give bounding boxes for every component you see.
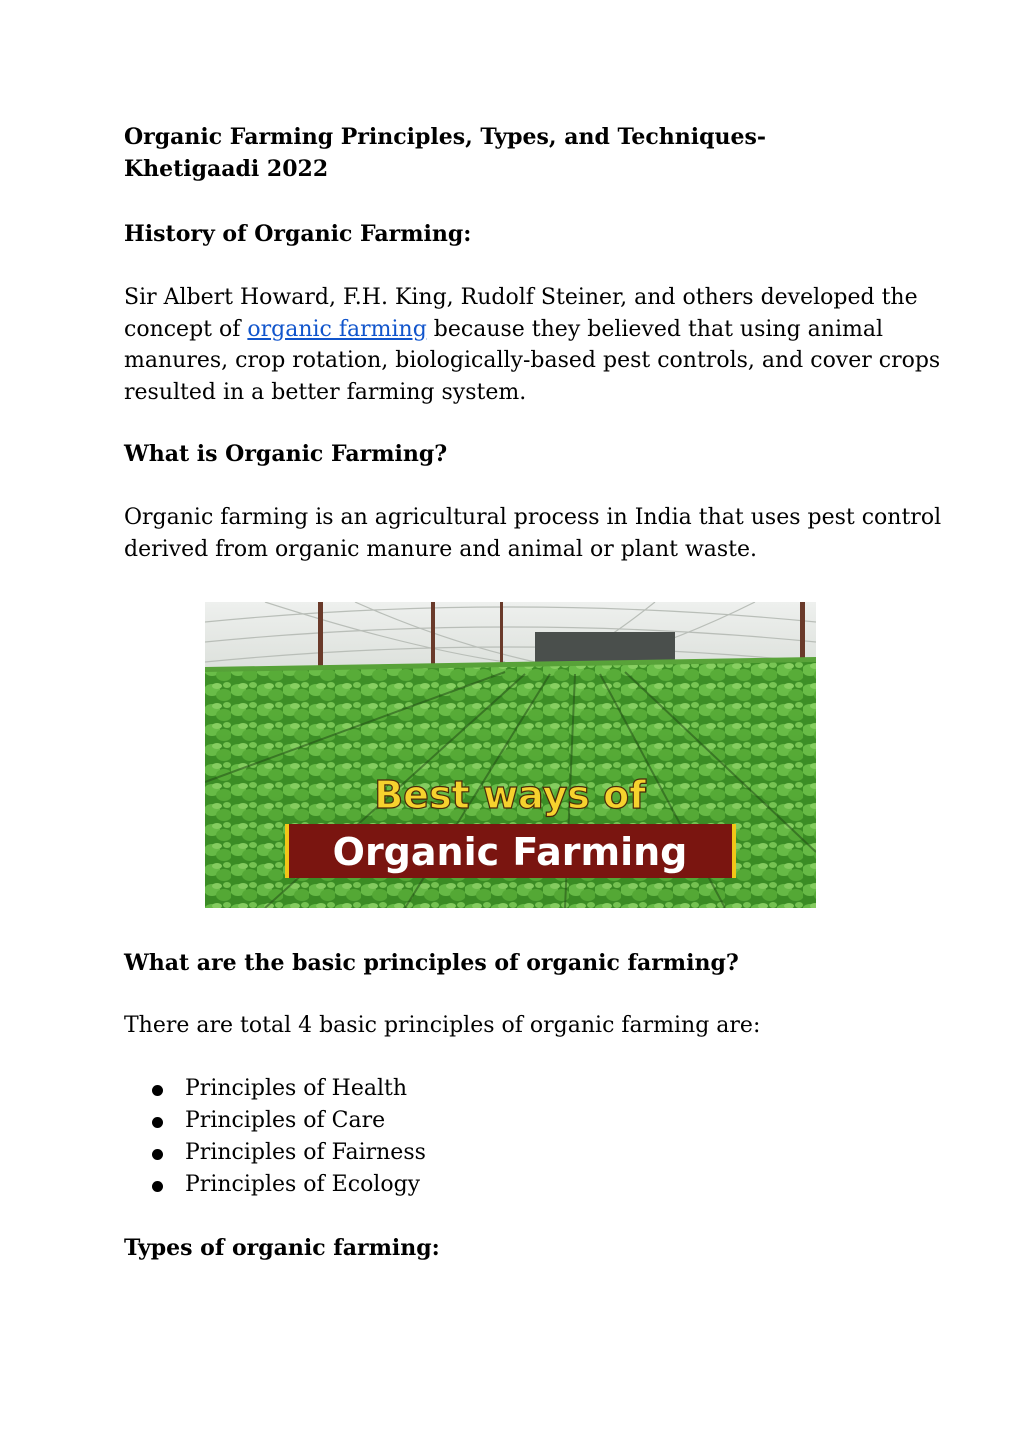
list-item	[152, 1137, 426, 1169]
history-line-2	[124, 314, 914, 346]
list-item	[152, 1073, 426, 1105]
list-item	[152, 1105, 426, 1137]
list-item-label: Principles of Ecology	[185, 1172, 421, 1197]
principles-list	[152, 1073, 426, 1201]
history-line-4: resulted in a better farming system.	[124, 379, 527, 405]
history-line-2-start: concept of	[124, 316, 248, 342]
what-is-line-2: derived from organic manure and animal or plant waste.	[124, 536, 758, 562]
history-line-1: Sir Albert Howard, F.H. King, Rudolf Steiner, and others developed the	[124, 285, 918, 310]
bullet-icon	[152, 1117, 163, 1128]
page-title	[124, 121, 766, 185]
hero-caption-line-1: Best ways of	[374, 773, 646, 817]
what-is-line-1: Organic farming is an agricultural process in India that uses pest control	[124, 505, 942, 530]
bullet-icon	[152, 1085, 163, 1096]
history-heading: History of Organic Farming:	[124, 221, 472, 247]
what-is-paragraph	[124, 502, 942, 565]
list-item-label: Principles of Care	[185, 1108, 386, 1133]
principles-heading: What are the basic principles of organic farming?	[124, 950, 739, 976]
list-item-label: Principles of Fairness	[185, 1140, 426, 1165]
types-heading: Types of organic farming:	[124, 1235, 440, 1261]
list-item-label: Principles of Health	[185, 1076, 408, 1101]
bullet-icon	[152, 1149, 163, 1160]
hero-caption-line-2: Organic Farming	[332, 830, 688, 874]
history-paragraph	[124, 282, 941, 408]
list-item	[152, 1169, 426, 1201]
organic-farming-link[interactable]: organic farming	[247, 316, 427, 342]
page-title-line-1: Organic Farming Principles, Types, and Techniques-	[124, 124, 767, 150]
bullet-icon	[152, 1181, 163, 1192]
hero-image	[205, 602, 816, 908]
history-line-3: manures, crop rotation, biologically-based pest controls, and cover crops	[124, 348, 941, 373]
principles-intro	[124, 1010, 914, 1042]
greenhouse-lettuce-photo	[205, 602, 816, 908]
what-is-heading: What is Organic Farming?	[124, 441, 448, 467]
page-title-line-2: Khetigaadi 2022	[124, 156, 329, 182]
principles-intro-text: There are total 4 basic principles of organic farming are:	[124, 1013, 761, 1038]
history-line-2-end: because they believed that using animal	[426, 316, 883, 342]
